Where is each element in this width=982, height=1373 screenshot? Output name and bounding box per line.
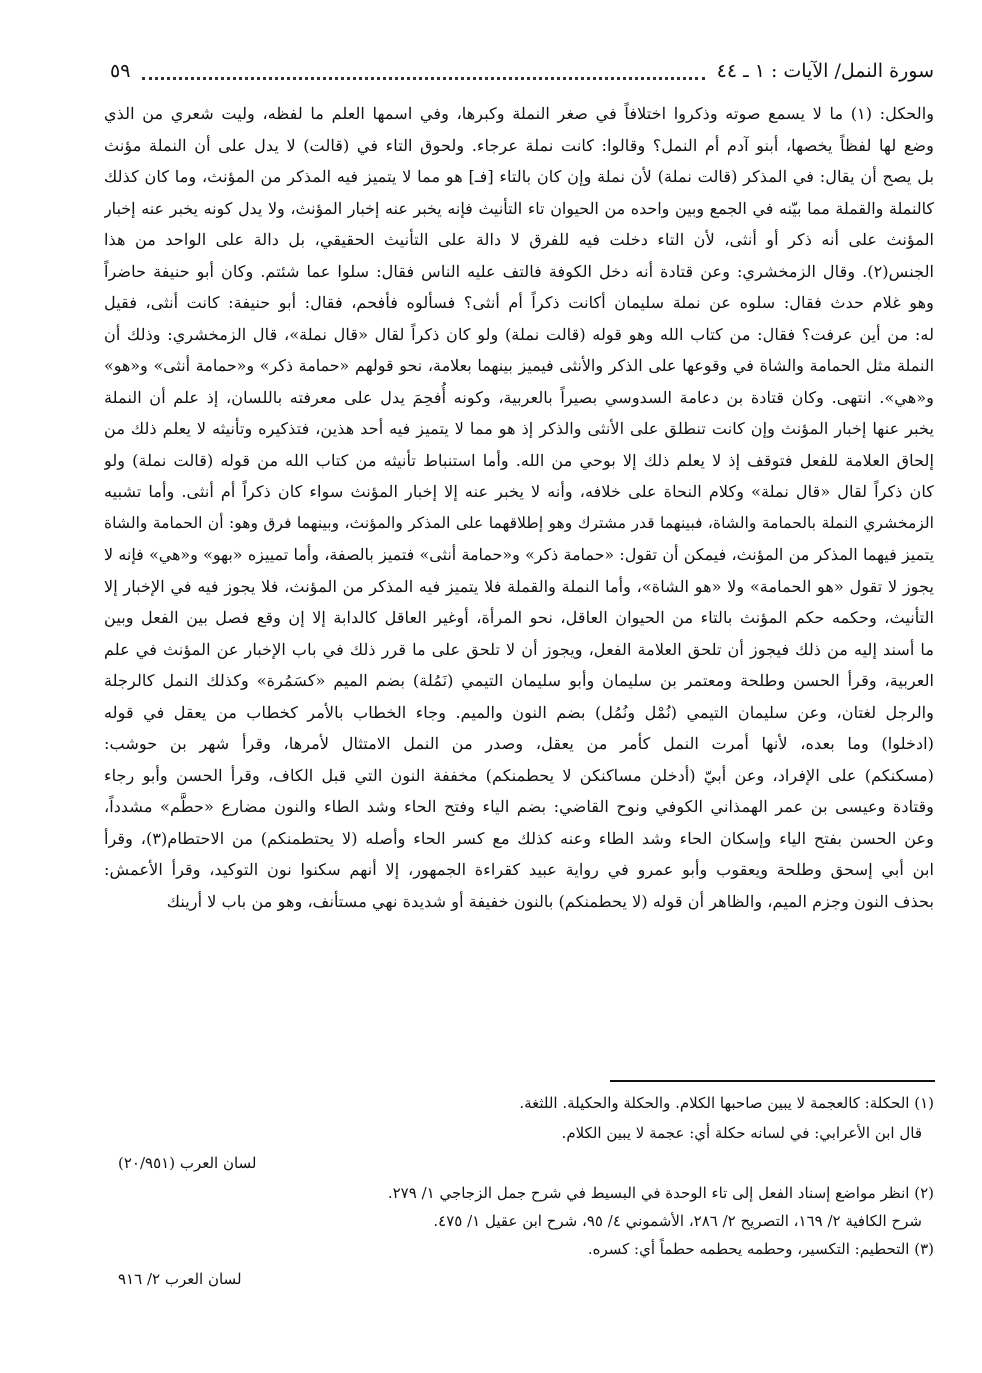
text-line: إلحاق العلامة للفعل فتوقف إذ لا يعلم ذلك إلا بوحي من الله. وأما استنباط تأنيثه من كتاب الله من قوله (قالت نملة) ولو bbox=[104, 450, 934, 470]
text-line: بحذف النون وجزم الميم، والظاهر أن قوله (لا يحطمنكم) بالنون خفيفة أو شديدة نهي مستأنف، وهو من باب لا أرينك bbox=[166, 891, 934, 911]
text-line: يخبر عنها إخبار المؤنث وإن كانت تنطلق على الأنثى والذكر إذ هو مما لا يتميز فيه أحد هذين، فتذكيره وتأنيثه لا يعلم ذلك من bbox=[104, 419, 934, 438]
text-line: كان ذكراً لقال «قال نملة» وكلام النحاة على خلافه، وأنه لا يخبر عنه إلا إخبار المؤنث سواء كان ذكراً أم أنثى. وأما تشبيه bbox=[104, 482, 934, 501]
text-line: و«هي». انتهى. وكان قتادة بن دعامة السدوسي بصيراً بالعربية، وكونه أُفحِمَ يدل على معرفته باللسان، إذ علم أن النملة bbox=[104, 387, 934, 407]
page-number: ٥٩ bbox=[110, 60, 131, 82]
page-header bbox=[110, 56, 934, 86]
footnote-separator bbox=[610, 1080, 935, 1082]
text-line: وضع لها لفظاً يخصها، أبنو آدم أم النمل؟ وقالوا: كانت نملة عرجاء. ولحوق التاء في (قالت) لا يدل على أن النملة مؤنث bbox=[104, 135, 934, 155]
text-line: يجوز لا تقول «هو الحمامة» ولا «هو الشاة»، وأما النملة والقملة فلا يتميز فيه المذكر من المؤنث، فلا يجوز فيه في الإخبار إلا bbox=[104, 576, 934, 596]
footnote-1: (١) الحكلة: كالعجمة لا يبين صاحبها الكلام. والحكلة والحكيلة. اللثغة. bbox=[519, 1094, 934, 1112]
text-line: والرجل لغتان، وعن سليمان التيمي (نُمْل ونُمُل) بضم النون والميم. وجاء الخطاب بالأمر كخطاب من يعقل في قوله bbox=[104, 702, 934, 722]
footnote-2-continuation: شرح الكافية ٢/ ١٦٩، التصريح ٢/ ٢٨٦، الأشموني ٤/ ٩٥، شرح ابن عقيل ١/ ٤٧٥. bbox=[433, 1212, 922, 1230]
header-dot-leader bbox=[142, 63, 704, 80]
text-line: العربية، وقرأ الحسن وطلحة ومعتمر بن سليمان وأبو سليمان التيمي (نَمُلة) بضم الميم «كسَمُرة» وكذلك النمل كالرجلة bbox=[104, 671, 934, 690]
footnote-2: (٢) انظر مواضع إسناد الفعل إلى تاء الوحدة في البسيط في شرح جمل الزجاجي ١/ ٢٧٩. bbox=[387, 1184, 934, 1202]
text-line: المؤنث على أنه ذكر أو أنثى، لأن التاء دخلت فيه للفرق لا دالة على التأنيث الحقيقي، بل دالة على الواحد من هذا bbox=[104, 230, 934, 249]
text-line: الجنس(٢). وقال الزمخشري: وعن قتادة أنه دخل الكوفة فالتف عليه الناس فقال: سلوا عما شئتم. وكان أبو حنيفة حاضراً bbox=[104, 261, 934, 281]
main-text bbox=[104, 98, 934, 917]
text-line: له: من أين عرفت؟ فقال: من كتاب الله وهو قوله (قالت نملة) ولو كان ذكراً لقال «قال نملة»، قال الزمخشري: وذلك أن bbox=[104, 324, 934, 344]
footnote-1-source: لسان العرب (٢٠/٩٥١) bbox=[118, 1154, 257, 1172]
text-line: (مسكنكم) على الإفراد، وعن أبيّ (أدخلن مساكنكن لا يحطمنكم) مخففة النون التي قبل الكاف، وقرأ الحسن وأبو رجاء bbox=[104, 765, 934, 785]
running-title: سورة النمل/ الآيات : ١ ـ ٤٤ bbox=[716, 60, 934, 82]
text-line: النملة مثل الحمامة والشاة في وقوعها على الذكر والأنثى فيميز بينهما بعلامة، نحو قولهم «حمامة ذكر» و«حمامة أنثى» و«هو» bbox=[104, 356, 934, 375]
text-line: ما أسند إليه من ذلك فيجوز أن تلحق العلامة الفعل، ويجوز أن لا تلحق على ما قرر ذلك في باب الإخبار عن المؤنث في علم bbox=[104, 639, 934, 659]
text-line: وهو غلام حدث فقال: سلوه عن نملة سليمان أكانت ذكراً أم أنثى؟ فسألوه فأفحم، فقال: أبو حنيفة: كانت أنثى، فقيل bbox=[104, 293, 934, 312]
footnote-3-source: لسان العرب ٢/ ٩١٦ bbox=[118, 1270, 242, 1288]
text-line: كالنملة والقملة مما بيّنه في الجمع وبين واحده من الحيوان تاء التأنيث فإنه يخبر عنه إخبار المؤنث، ولا يدل كونه يخبر عنه إخبار bbox=[104, 198, 934, 218]
text-line: التأنيث، وحكمه حكم المؤنث بالتاء من الحيوان العاقل، نحو المرأة، أوغير العاقل كالدابة إلا إن وقع فصل بين الفعل وبين bbox=[104, 608, 934, 627]
text-line: الزمخشري النملة بالحمامة والشاة، فبينهما قدر مشترك وهو إطلاقهما على المذكر والمؤنث، وبينهما فرق وهو: أن الحمامة والشاة bbox=[104, 513, 934, 532]
footnote-3: (٣) التحطيم: التكسير، وحطمه يحطمه حطماً أي: كسره. bbox=[587, 1240, 934, 1258]
text-line: والحكل: (١) ما لا يسمع صوته وذكروا اختلافاً في صغر النملة وكبرها، وفي اسمها العلم ما لفظه، وليت شعري من الذي bbox=[104, 104, 934, 123]
text-line: وعن الحسن بفتح الياء وإسكان الحاء وشد الطاء وعنه كذلك مع كسر الحاء وأصله (لا يحتطمنكم) من الاحتطام(٣)، وقرأ bbox=[104, 828, 934, 848]
footnote-1-continuation: قال ابن الأعرابي: في لسانه حكلة أي: عجمة لا يبين الكلام. bbox=[561, 1124, 922, 1142]
text-line: وقتادة وعيسى بن عمر الهمذاني الكوفي ونوح القاضي: بضم الياء وفتح الحاء وشد الطاء والنون مضارع «حطَّم» مشدداً، bbox=[104, 797, 934, 816]
text-line: ابن أبي إسحق وطلحة ويعقوب وأبو عمرو في رواية عبيد كقراءة الجمهور، إلا أنهم سكنوا نون التوكيد، وقرأ الأعمش: bbox=[104, 860, 934, 879]
text-line: يتميز فيهما المذكر من المؤنث، فيمكن أن تقول: «حمامة ذكر» و«حمامة أنثى» فتميز بالصفة، وأما تمييزه «بهو» و«هي» فإنه لا bbox=[104, 545, 934, 564]
text-line: بل يصح أن يقال: في المذكر (قالت نملة) لأن نملة وإن كان بالتاء [فـ] هو مما لا يتميز فيه المذكر من المؤنث، وما كان كذلك bbox=[104, 167, 934, 186]
text-line: (ادخلوا) وما بعده، لأنها أمرت النمل كأمر من يعقل، وصدر من النمل الامتثال لأمرها، وقرأ شهر بن حوشب: bbox=[104, 734, 934, 753]
